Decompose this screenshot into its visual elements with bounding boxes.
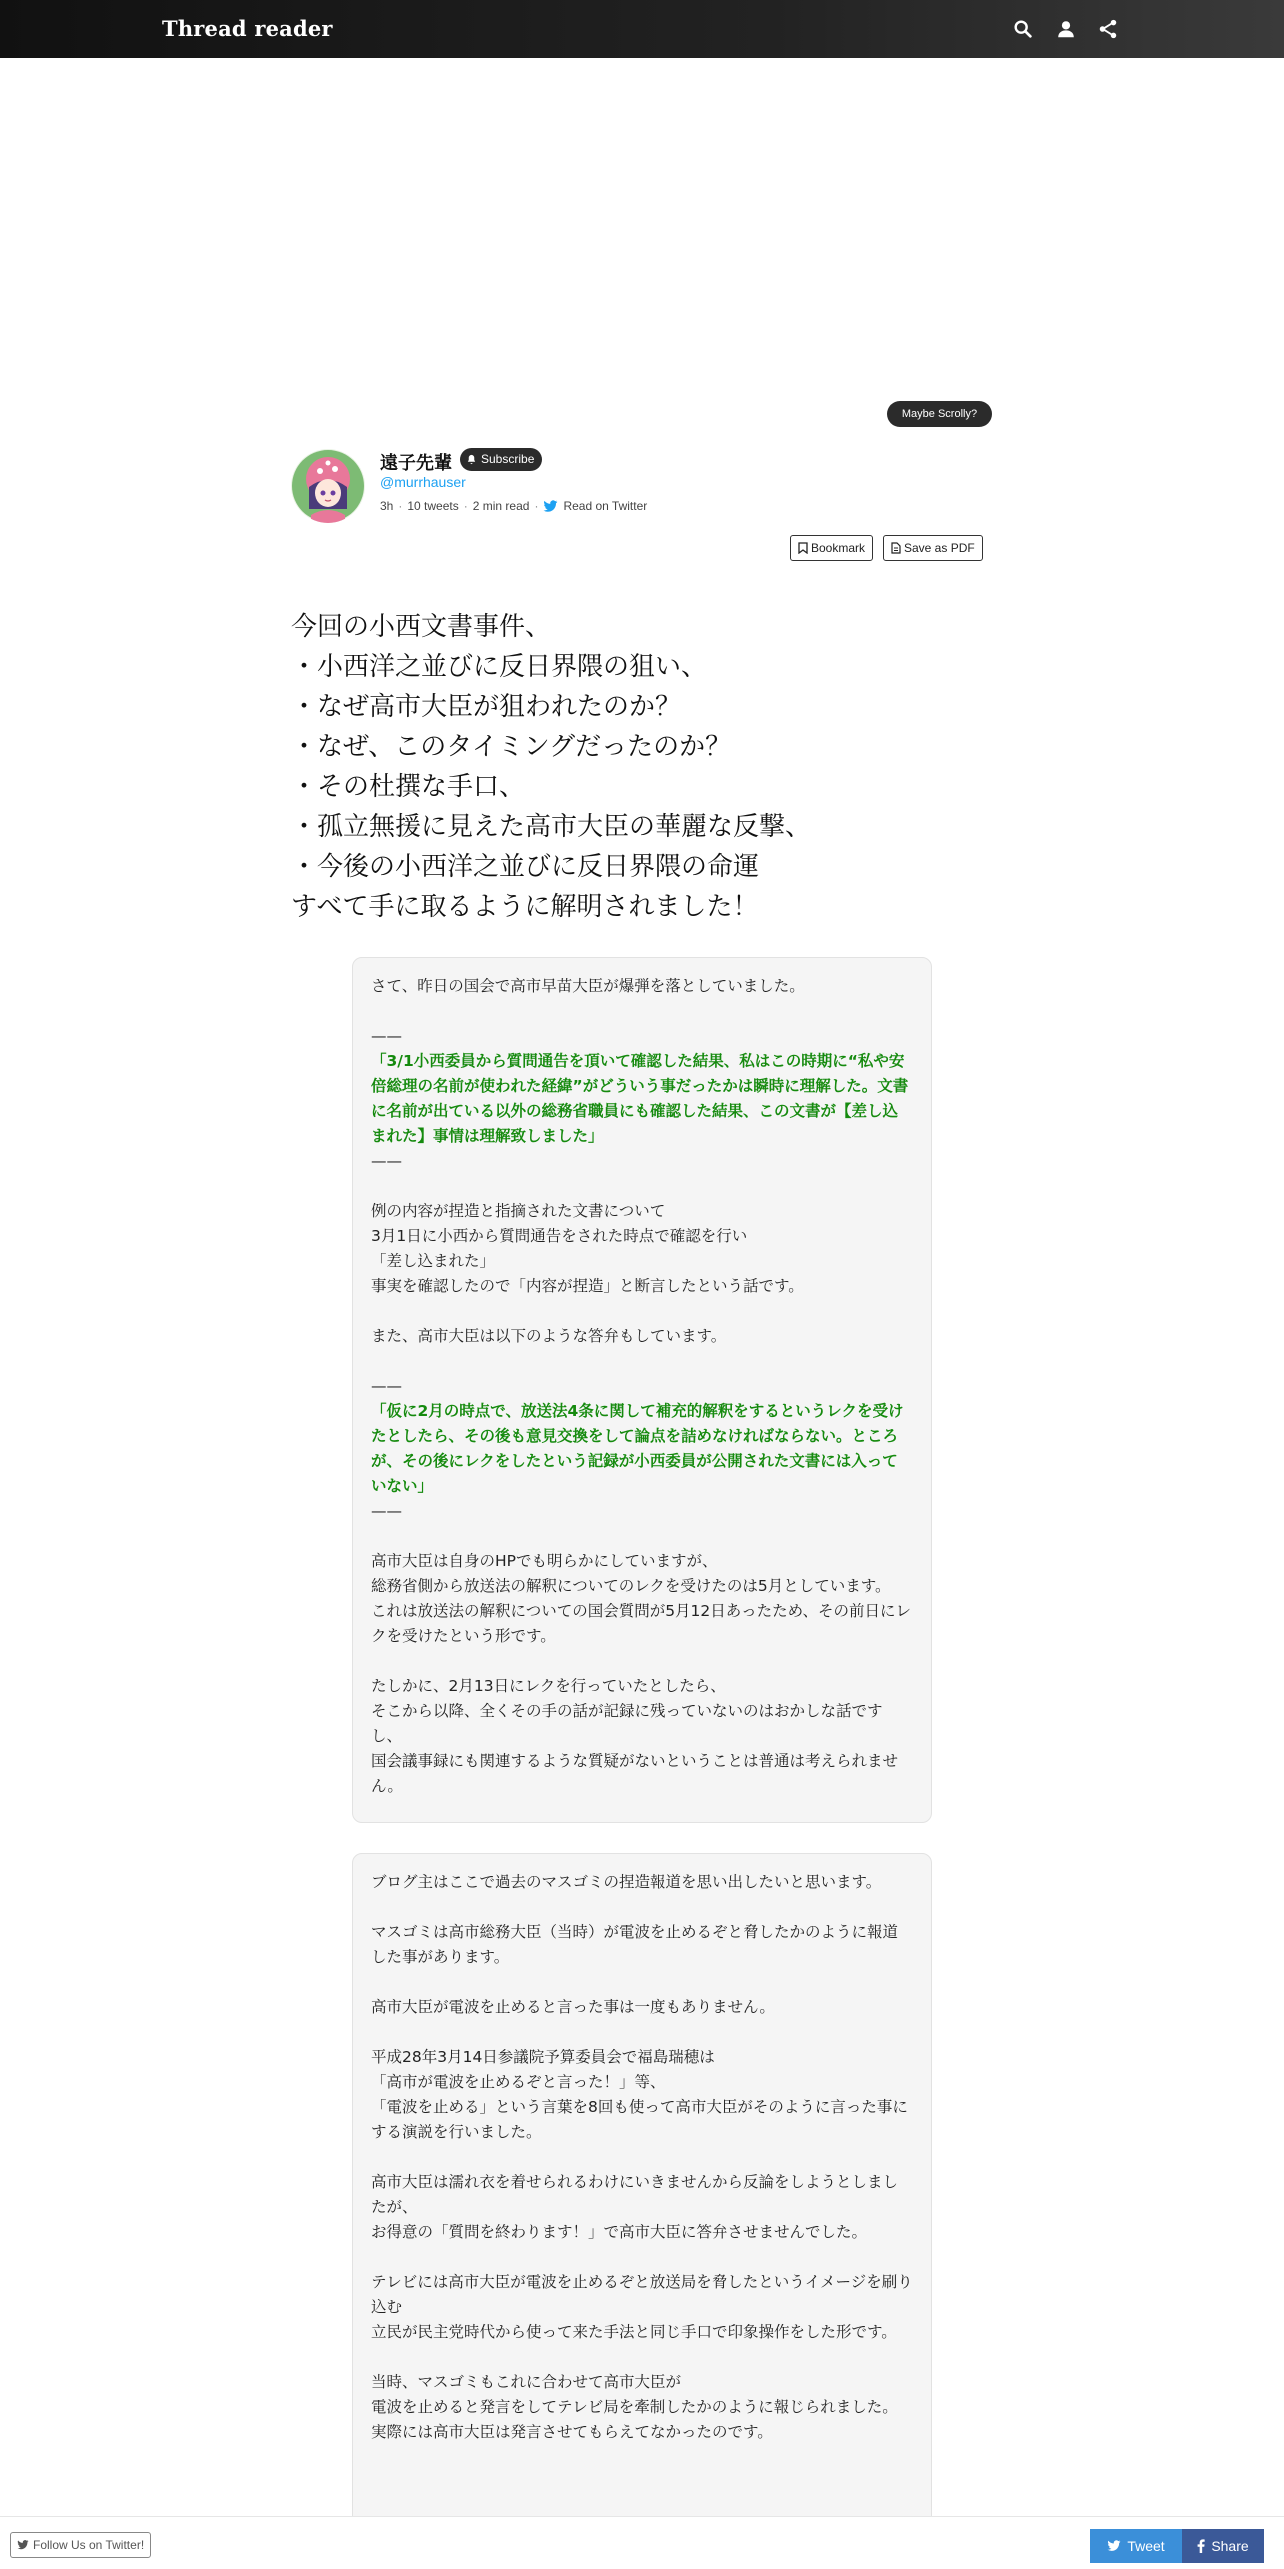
read-on-twitter-link[interactable]: Read on Twitter bbox=[563, 499, 648, 513]
quoted-tweet-card[interactable] bbox=[352, 957, 932, 1823]
card-paragraph: さて、昨日の国会で高市早苗大臣が爆弾を落としていました。 —— bbox=[371, 977, 805, 1045]
tweet-label: Tweet bbox=[1127, 2538, 1165, 2554]
subscribe-button[interactable] bbox=[460, 448, 542, 471]
twitter-bird-icon bbox=[1107, 2540, 1121, 2552]
bell-icon bbox=[466, 454, 477, 465]
pdf-file-icon bbox=[891, 542, 901, 554]
facebook-icon bbox=[1197, 2539, 1205, 2553]
bookmark-label: Bookmark bbox=[811, 541, 866, 555]
share-icon[interactable] bbox=[1097, 18, 1119, 40]
share-button[interactable] bbox=[1182, 2529, 1264, 2563]
user-icon[interactable] bbox=[1055, 18, 1077, 40]
highlighted-quote: 「3/1小西委員から質問通告を頂いて確認した結果、私はこの時期に“私や安倍総理の名前が使われた経緯”がどういう事だったかは瞬時に理解した。文書に名前が出ている以外の総務省職員にも確認した結果、この文書が【差し込まれた】事情は理解致しました」 bbox=[371, 1052, 909, 1145]
save-pdf-label: Save as PDF bbox=[904, 541, 975, 555]
thread-meta: 3h · 10 tweets · 2 min read · Read on Twitter bbox=[380, 499, 648, 513]
twitter-bird-icon bbox=[17, 2540, 29, 2550]
thread-intro-text: 今回の小西文書事件、 ・小西洋之並びに反日界隈の狙い、 ・なぜ高市大臣が狙われたのか？ ・なぜ、このタイミングだったのか？ ・その杜撰な手口、 ・孤立無援に見えた高市大臣の華麗な反撃、 ・今後の小西洋之並びに反日界隈の命運 すべて手に取るように解明されました！ bbox=[291, 612, 812, 922]
top-navbar bbox=[0, 0, 1284, 58]
card-paragraph: —— 高市大臣は自身のHPでも明らかにしていますが、 総務省側から放送法の解釈についてのレクを受けたのは5月としています。 これは放送法の解釈についての国会質問が5月12日あったため、その前日にレクを受けたという形です。 たしかに、2月13日にレクを行っていたとしたら、 そこから以降、全くその手の話が記録に残っていないのはおかしな話ですし、 国会議事録にも関連するような質疑がないということは普通は考えられません。 bbox=[371, 1502, 912, 1795]
brand-logo[interactable]: Thread reader bbox=[162, 16, 333, 41]
save-pdf-button[interactable] bbox=[883, 535, 983, 561]
avatar[interactable] bbox=[291, 449, 365, 523]
search-icon[interactable] bbox=[1012, 18, 1034, 40]
read-time: 2 min read bbox=[472, 499, 530, 513]
tweet-count: 10 tweets bbox=[407, 499, 459, 513]
ad-space bbox=[0, 58, 1284, 396]
card-paragraph: ブログ主はここで過去のマスゴミの捏造報道を思い出したいと思います。 マスゴミは高市総務大臣（当時）が電波を止めるぞと脅したかのように報道した事があります。 高市大臣が電波を止めると言った事は一度もありません。 平成28年3月14日参議院予算委員会で福島瑞穂は 「高市が電波を止めるぞと言った！」等、 「電波を止める」という言葉を8回も使って高市大臣がそのように言った事にする演説を行いました。 高市大臣は濡れ衣を着せられるわけにいきませんから反論をしようとしましたが、 お得意の「質問を終わります！」で高市大臣に答弁させませんでした。 テレビには高市大臣が電波を止めるぞと放送局を脅したというイメージを刷り込む 立民が民主党時代から使って来た手法と同じ手口で印象操作をした形です。 当時、マスゴミもこれに合わせて高市大臣が 電波を止めると発言をしてテレビ局を牽制したかのように報じられました。 実際には高市大臣は発言させてもらえてなかったのです。 bbox=[371, 1873, 913, 2441]
subscribe-label: Subscribe bbox=[481, 452, 535, 466]
quoted-tweet-card[interactable] bbox=[352, 1853, 932, 2533]
tweet-button[interactable] bbox=[1090, 2529, 1182, 2563]
card-paragraph: —— 例の内容が捏造と指摘された文書について 3月1日に小西から質問通告をされた時点で確認を行い 「差し込まれた」 事実を確認したので「内容が捏造」と断言したという話です。 また、高市大臣は以下のような答弁もしています。 —— bbox=[371, 1152, 804, 1395]
post-time: 3h bbox=[380, 499, 394, 513]
bookmark-icon bbox=[798, 542, 808, 554]
twitter-bird-icon bbox=[543, 500, 558, 513]
highlighted-quote: 「仮に2月の時点で、放送法4条に関して補充的解釈をするというレクを受けたとしたら、その後も意見交換をして論点を詰めなければならない。ところが、その後にレクをしたという記録が小西委員が公開された文書には入っていない」 bbox=[371, 1402, 904, 1495]
author-handle[interactable]: @murrhauser bbox=[380, 474, 466, 490]
share-label: Share bbox=[1211, 2538, 1249, 2554]
bottom-share-bar bbox=[0, 2516, 1284, 2569]
follow-us-label: Follow Us on Twitter! bbox=[33, 2538, 145, 2552]
maybe-scrolly-badge[interactable]: Maybe Scrolly? bbox=[887, 401, 992, 427]
bookmark-button[interactable] bbox=[790, 535, 873, 561]
author-name[interactable]: 遠子先輩 bbox=[380, 453, 452, 474]
follow-us-button[interactable] bbox=[10, 2532, 151, 2558]
